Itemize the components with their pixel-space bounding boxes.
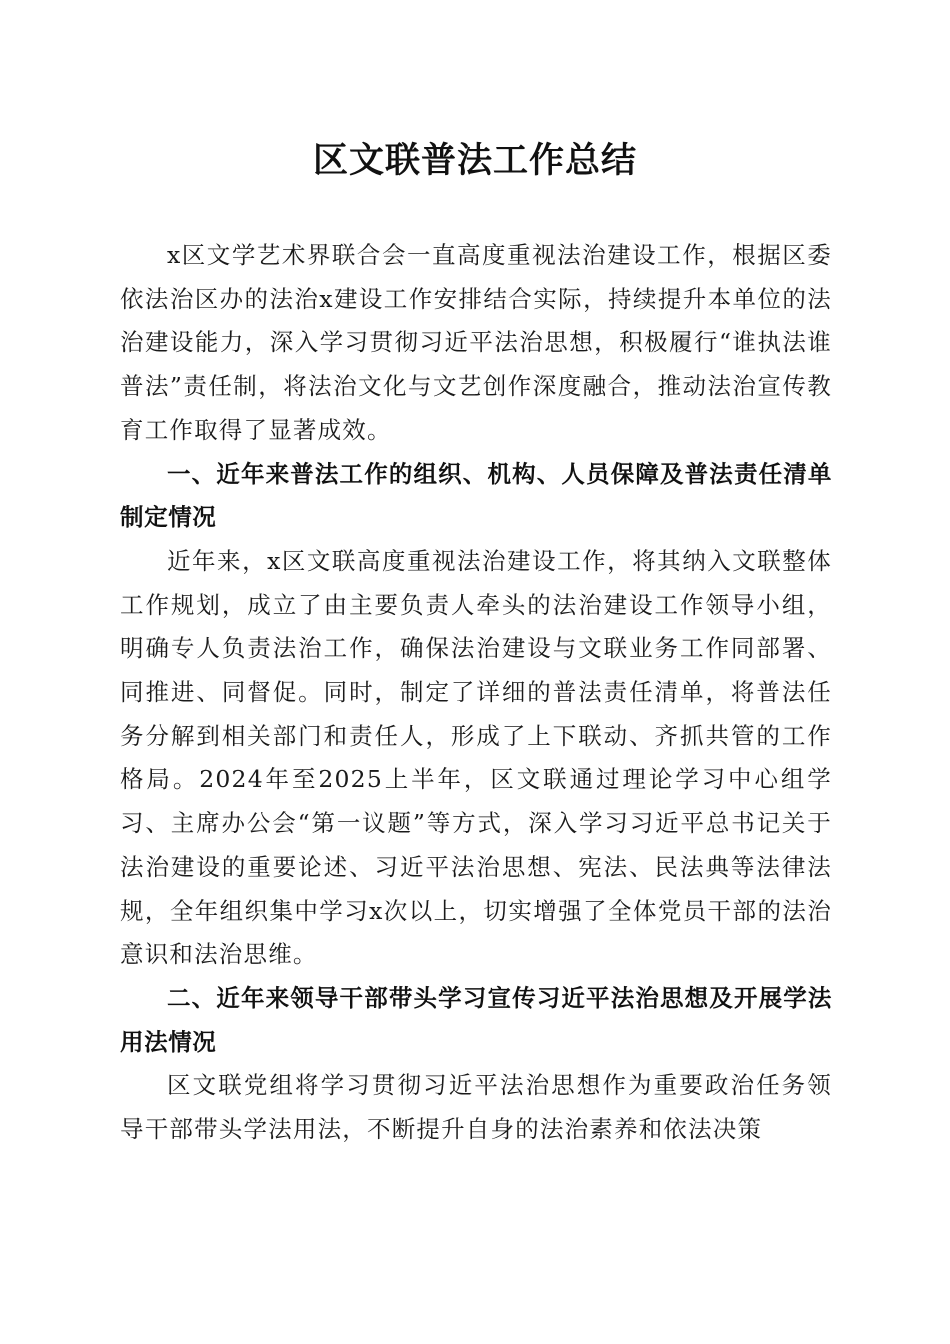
section-1-heading: 一、近年来普法工作的组织、机构、人员保障及普法责任清单制定情况 (120, 459, 832, 532)
section-2-heading: 二、近年来领导干部带头学习宣传习近平法治思想及开展学法用法情况 (120, 983, 832, 1056)
document-title: 区文联普法工作总结 (312, 140, 637, 181)
intro-paragraph: x区文学艺术界联合会一直高度重视法治建设工作，根据区委依法治区办的法治x建设工作安排结合实际，持续提升本单位的法治建设能力，深入学习贯彻习近平法治思想，积极履行“谁执法谁普法”责任制，将法治文化与文艺创作深度融合，推动法治宣传教育工作取得了显著成效。 (120, 241, 832, 444)
section-2-paragraph: 区文联党组将学习贯彻习近平法治思想作为重要政治任务领导干部带头学法用法，不断提升自身的法治素养和依法决策 (120, 1071, 832, 1144)
section-1-paragraph: 近年来，x区文联高度重视法治建设工作，将其纳入文联整体工作规划，成立了由主要负责人牵头的法治建设工作领导小组，明确专人负责法治工作，确保法治建设与文联业务工作同部署、同推进、同督促。同时，制定了详细的普法责任清单，将普法任务分解到相关部门和责任人，形成了上下联动、齐抓共管的工作格局。2024年至2025上半年，区文联通过理论学习中心组学习、主席办公会“第一议题”等方式，深入学习习近平总书记关于法治建设的重要论述、习近平法治思想、宪法、民法典等法律法规，全年组织集中学习x次以上，切实增强了全体党员干部的法治意识和法治思维。 (120, 546, 832, 969)
document-body (120, 234, 832, 1152)
